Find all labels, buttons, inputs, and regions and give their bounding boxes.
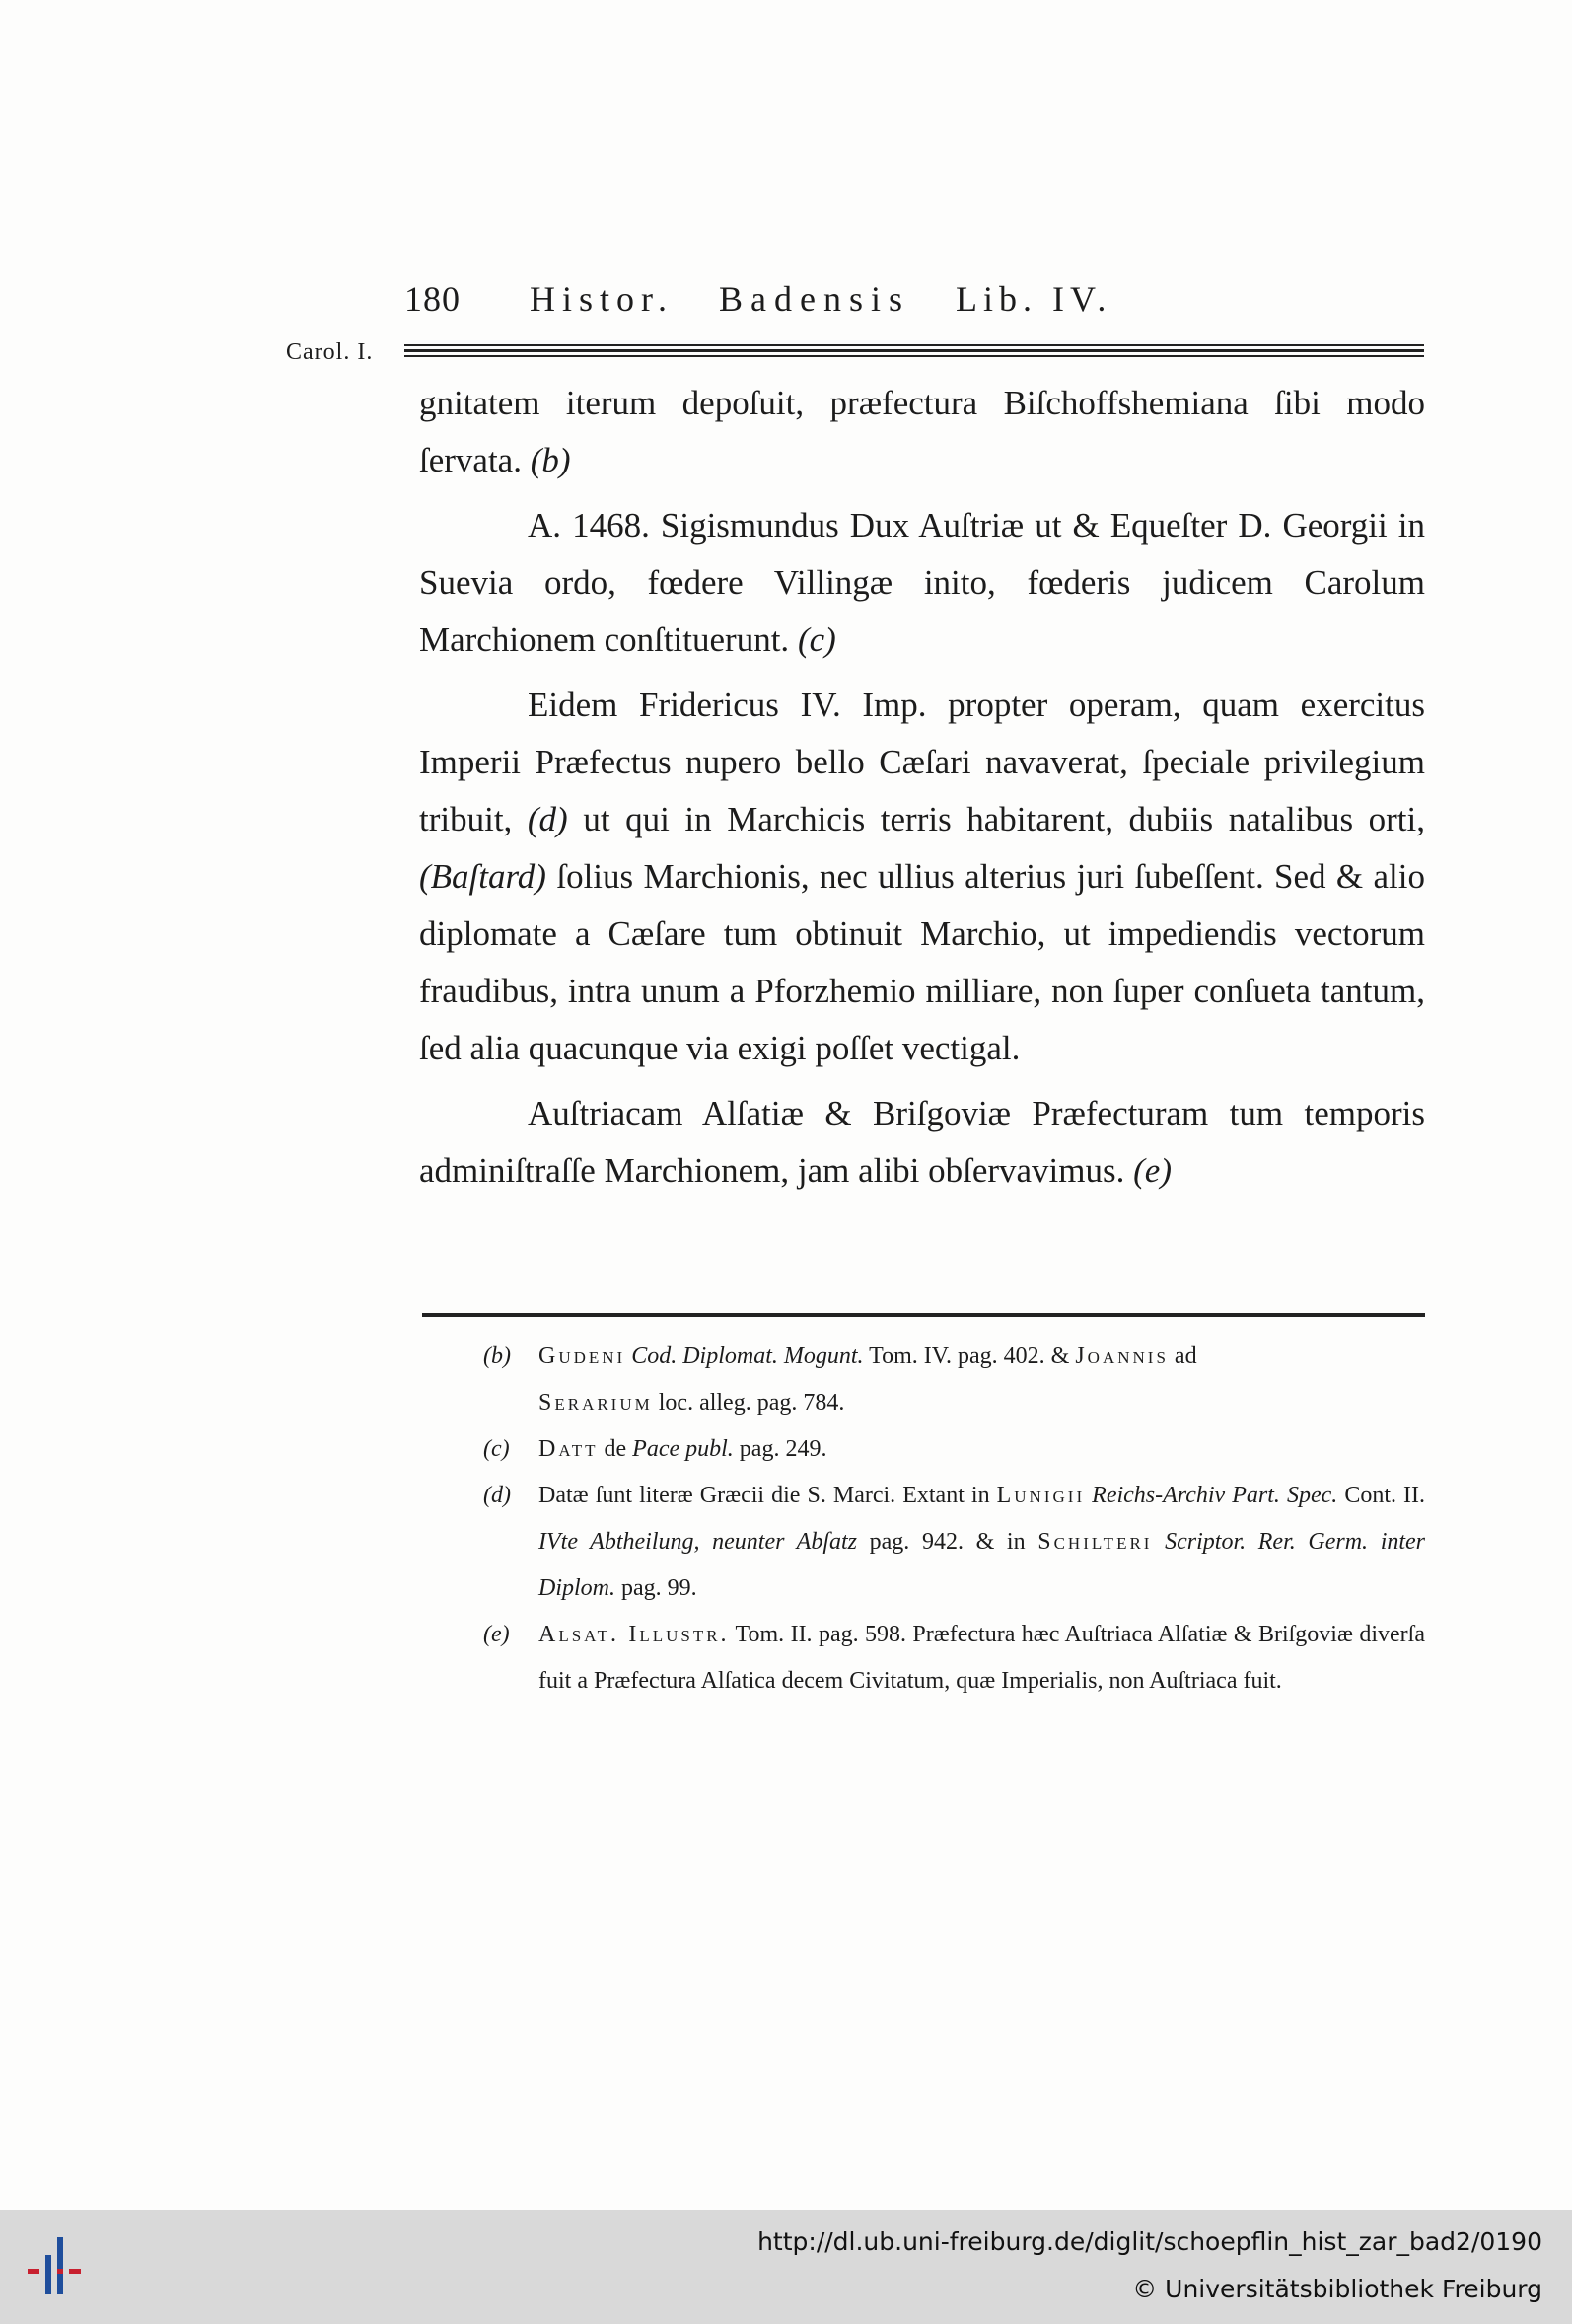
footnote-work: Pace publ. [632,1436,734,1462]
footnote-author: Alsat. Illustr. [538,1622,730,1647]
footnotes [483,1334,1425,1705]
footnote-text: Tom. II. pag. 598. Præfectura hæc Auſtriaca Alſatiæ & Briſgoviæ diverſa fuit a Præfectura Alſatica decem Civitatum, quæ Imperialis, non Auſtriaca fuit. [538,1622,1425,1694]
running-title-1: Histor. [530,279,675,319]
footnote-b [483,1334,1425,1426]
permalink-url[interactable]: http://dl.ub.uni-freiburg.de/diglit/schoepflin_hist_zar_bad2/0190 [757,2227,1542,2256]
footnote-d [483,1473,1425,1612]
running-head [404,278,1111,320]
footnote-ref-d: (d) [527,800,568,838]
footnote-label: (e) [483,1622,510,1647]
paragraph-1-text: gnitatem iterum depoſuit, præfectura Biſchoffshemiana ſibi modo ſervata. [419,384,1425,479]
main-text [419,375,1425,1207]
footnote-author: Gudeni [538,1344,626,1369]
footnote-body [538,1334,1425,1426]
paragraph-3-text-2: ut qui in Marchicis terris habitarent, dubiis natalibus orti, [583,800,1426,838]
margin-note: Carol. I. [286,339,374,365]
paragraph-4 [419,1085,1425,1199]
footnote-text: Datæ ſunt literæ Græcii die S. Marci. Extant in [538,1483,990,1508]
ub-freiburg-logo-icon[interactable] [18,2227,97,2306]
footnote-ref-e: (e) [1133,1151,1172,1190]
footnote-text: ad [1174,1344,1197,1369]
footnote-author: Datt [538,1436,599,1462]
header-rule [404,344,1424,360]
footnote-body [538,1426,1425,1473]
paragraph-1 [419,375,1425,489]
paragraph-2-text: A. 1468. Sigismundus Dux Auſtriæ ut & Equeſter D. Georgii in Suevia ordo, fœdere Villingæ inito, fœderis judicem Carolum Marchionem conſtituerunt. [419,506,1425,659]
page-number: 180 [404,279,461,319]
footnote-author: Schilteri [1037,1529,1153,1555]
footnote-author: Joannis [1075,1344,1169,1369]
footnote-text: pag. 249. [739,1436,827,1462]
footnote-text: pag. 99. [621,1575,697,1601]
paragraph-2 [419,497,1425,669]
footnote-text: Cont. II. [1344,1483,1426,1508]
footnote-ref-c: (c) [797,620,836,659]
footnote-text: pag. 942. & in [869,1529,1026,1555]
footnote-label: (b) [483,1344,511,1369]
footnote-work: Reichs-Archiv Part. Spec. [1092,1483,1338,1508]
paragraph-3-text-1: Eidem Fridericus IV. Imp. propter operam, quam exercitus Imperii Præfectus nupero bello Cæſari navaverat, ſpeciale privilegium tribuit, [419,686,1425,838]
footnote-author: Lunigii [996,1483,1086,1508]
paragraph-3 [419,677,1425,1077]
bastard-term: (Baſtard) [419,857,546,896]
footnote-author: Serarium [538,1390,653,1416]
footnote-e [483,1612,1425,1705]
running-title-3: Lib. IV. [956,279,1112,319]
footnote-text: Tom. IV. pag. 402. & [869,1344,1070,1369]
footnote-ref-b: (b) [530,441,571,479]
footnote-work: Scriptor. Rer. Germ. inter Diplom. [538,1529,1426,1601]
paragraph-4-text: Auſtriacam Alſatiæ & Briſgoviæ Præfecturam tum temporis adminiſtraſſe Marchionem, jam alibi obſervavimus. [419,1094,1425,1190]
copyright-notice: © Universitätsbibliothek Freiburg [1132,2275,1542,2303]
footnote-label: (c) [483,1436,510,1462]
footnote-rule [422,1313,1425,1317]
footnote-text: loc. alleg. pag. 784. [658,1390,845,1416]
footnote-text: de [604,1436,627,1462]
running-title-2: Badensis [719,279,911,319]
viewer-footer [0,2210,1572,2324]
paragraph-3-text-3: ſolius Marchionis, nec ullius alterius juri ſubeſſent. Sed & alio diplomate a Cæſare tum obtinuit Marchio, ut impediendis vectorum fraudibus, intra unum a Pforzhemio milliare, non ſuper conſueta tantum, ſed alia quacunque via exigi poſſet vectigal. [419,857,1425,1067]
footnote-c [483,1426,1425,1473]
footnote-label: (d) [483,1483,511,1508]
footnote-body [538,1612,1425,1705]
footnote-body [538,1473,1425,1612]
footnote-work: IVte Abtheilung, neunter Abſatz [538,1529,857,1555]
footnote-work: Cod. Diplomat. Mogunt. [631,1344,864,1369]
